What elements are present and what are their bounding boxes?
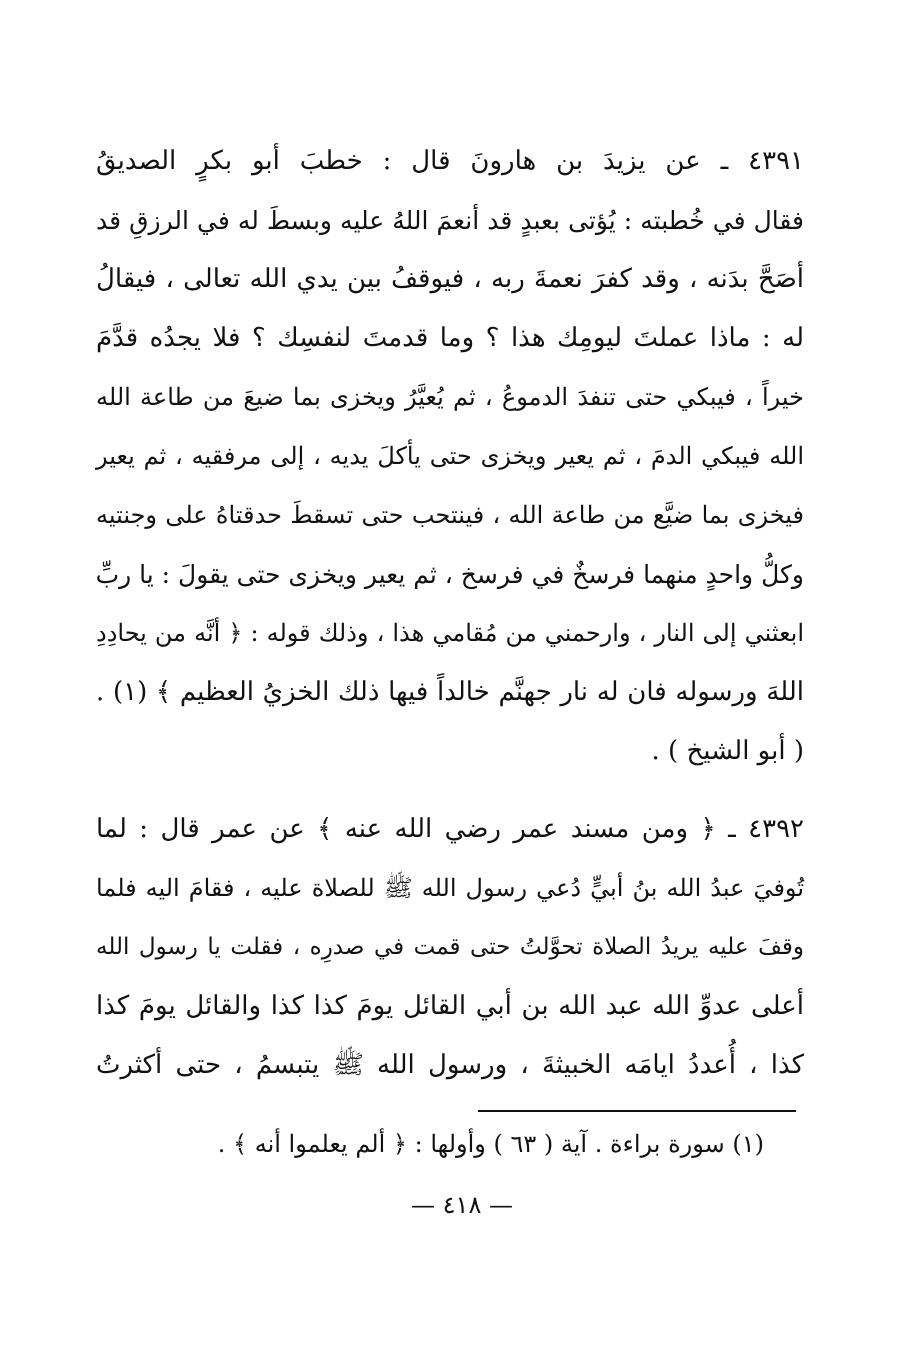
text-line: كذا ، أُعددُ ايامَه الخبيثةَ ، ورسول الله ﷺ يتبسمُ ، حتى أكثرتُ (96, 1050, 804, 1080)
text-line: ٤٣٩١ ـ عن يزيدَ بن هارونَ قال : خطبَ أبو بكرٍ الصديقُ (96, 146, 804, 176)
text-line: وكلُّ واحدٍ منهما فرسخٌ في فرسخ ، ثم يعير ويخزى حتى يقولَ : يا ربِّ (95, 560, 804, 589)
text-line: تُوفيَ عبدُ الله بنُ أبيٍّ دُعي رسول الله ﷺ للصلاة عليه ، فقامَ اليه فلما (96, 874, 804, 902)
text-line: الله فيبكي الدمَ ، ثم يعير ويخزى حتى يأكلَ يديه ، إلى مرفقيه ، ثم يعير (96, 442, 805, 470)
text-line: أصَحَّ بدَنه ، وقد كفرَ نعمةَ ربه ، فيوقفُ بين يدي الله تعالى ، فيقالُ (96, 264, 804, 294)
page-number: — ٤١٨ — (411, 1191, 513, 1219)
text-line: اللهَ ورسوله فان له نار جهنَّم خالداً فيها ذلك الخزيُ العظيم ﴾ (١) . (96, 677, 804, 707)
footnote: (١) سورة براءة . آية ( ٦٣ ) وأولها : ﴿ ألم يعلموا أنه ﴾ . (217, 1130, 764, 1158)
text-line: له : ماذا عملتَ ليومِك هذا ؟ وما قدمتَ لنفسِك ؟ فلا يجدُه قدَّمَ (96, 323, 804, 353)
text-line: خيراً ، فيبكي حتى تنفدَ الدموعُ ، ثم يُعيَّرُ ويخزى بما ضيعَ من طاعة الله (96, 383, 804, 411)
footnote-divider (478, 1110, 796, 1112)
text-line: ابعثني إلى النار ، وارحمني من مُقامي هذا ، وذلك قوله : ﴿ أنَّه من يحادِدِ (96, 619, 804, 647)
text-line: فقال في خُطبته : يُؤتى بعبدٍ قد أنعمَ اللهُ عليه وبسطَ له في الرزقِ قد (96, 206, 804, 235)
hadith-entry-4392 (96, 800, 804, 1095)
text-line: ٤٣٩٢ ـ ﴿ ومن مسند عمر رضي الله عنه ﴾ عن عمر قال : لما (96, 814, 804, 844)
text-line: أعلى عدوِّ الله عبد الله بن أبي القائل يومَ كذا كذا والقائل يومَ كذا (96, 991, 804, 1021)
text-line: فيخزى بما ضيَّع من طاعة الله ، فينتحب حتى تسقطَ حدقتاهُ على وجنتيه (96, 501, 804, 529)
source-citation: ( أبو الشيخ ) . (651, 736, 804, 766)
hadith-entry-4391 (96, 132, 804, 781)
text-line: وقفَ عليه يريدُ الصلاة تحوَّلتُ حتى قمت في صدرِه ، فقلت يا رسول الله (96, 934, 804, 960)
